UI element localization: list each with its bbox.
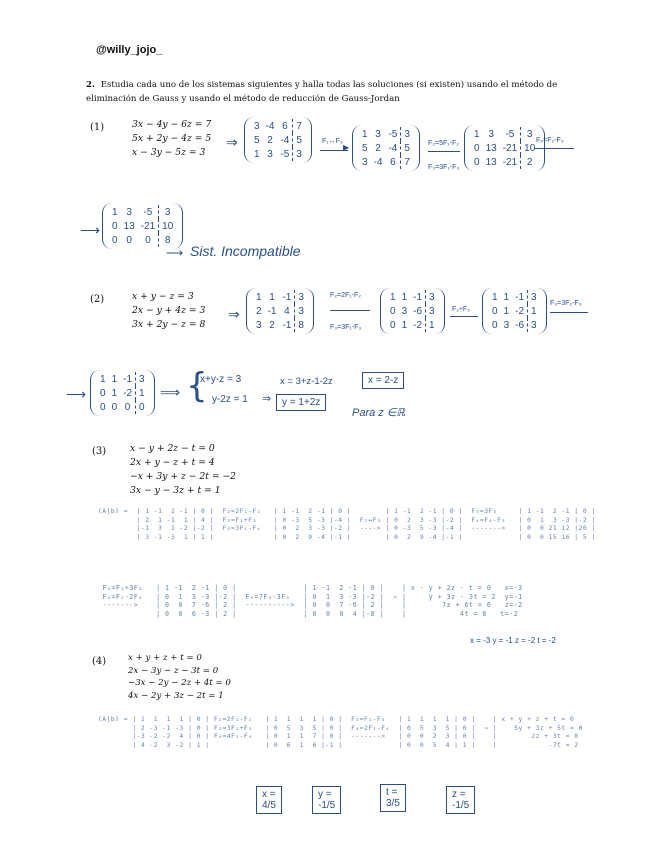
equation: 5x + 2y − 4z = 5 [132,133,212,144]
system-1-label: (1) [90,122,105,133]
matrix-cell: 5 [254,134,260,146]
row-operation: F₃=3F₂-F₃ [550,300,582,307]
answer-x-box: x = 2-z [362,372,404,389]
matrix-cell: 3 [267,148,273,160]
matrix-cell: 3 [254,120,260,132]
matrix-cell: 0 [100,387,106,399]
matrix-cell: 7 [401,155,413,169]
answer-y-box: y = -1/5 [312,786,341,814]
matrix-cell: 3 [528,290,540,304]
equation: 4x − 2y + 3z − 2t = 1 [128,690,224,701]
matrix-cell: -2 [515,305,525,317]
matrix-cell: 2 [269,319,275,331]
answer-t-box: t = 3/5 [380,784,406,812]
equation: x + y + z + t = 0 [128,653,202,663]
matrix-cell: -5 [505,128,515,140]
system-3-reduction-row-1: (A|b) = | 1 -1 2 -1 | 0 | F₂=2F₁-F₂ | 1 -1 2 -1 | 0 | | 1 -1 2 -1 | 0 | F₃=3F₃ | 1 -1 2 -1 | 0 | | 2 1 -1 1 | 4 | F₃=F₁+F₃ | 0 -3 5 -3 |-4 | F₂↔F₃ | 0 2 3 -3 |-2 | F₄=F₄-F₃ | 0 1 3 -3 |-2 | |-1 3 1 -2 |-2 | F₄=3F₁-F₄ | 0 2 3 -3 |-2 | ----> | 0 -3 5 -3 |-4 | -------> | 0 0 21 12 |20 | | 3 -1 -3 1 | 1 | | 0 2 9 -4 |-1 | | 0 2 9 -4 |-1 | | 0 0 15 16 | 5 | [98,508,596,541]
matrix-cell: 2 [267,134,273,146]
arrow-icon: ⟶ [66,386,87,402]
implies-arrow-icon: ⟹ [160,384,181,400]
matrix-cell: -21 [502,156,518,168]
matrix-cell: -4 [373,156,383,168]
arrow-icon: ⟶ [166,246,184,260]
arrow-icon [550,312,588,313]
matrix-cell: 0 [145,234,151,246]
matrix-cell: 0 [474,156,480,168]
matrix-cell: 3 [159,205,177,219]
answer-x-box: x = 4/5 [256,786,282,814]
problem-number: 2. [86,80,95,90]
system-3-solution: x = -3 y = -1 z = -2 t = -2 [470,636,556,645]
matrix-cell: 3 [401,127,413,141]
system-1-result: Sist. Incompatible [190,243,301,259]
matrix-cell: 0 [390,319,396,331]
row-operation: F₂÷F₃ [452,306,470,313]
matrix-cell: 1 [111,373,118,385]
matrix-cell: 10 [521,141,539,155]
arrow-icon [330,310,370,311]
matrix-cell: 3 [293,147,305,161]
arrow-icon [534,148,574,149]
matrix-cell: 6 [390,156,396,168]
matrix-cell: 1 [528,304,540,318]
matrix-s1-2 [352,125,420,171]
matrix-s1-1 [244,117,312,163]
system-3-equations [130,442,236,498]
row-operation: F₃=3F₁-F₃ [428,164,460,171]
brace-icon: { [186,366,208,406]
row-operation: F₁↔F₃ [322,138,343,145]
matrix-cell: 5 [362,142,368,154]
matrix-cell: -21 [502,142,518,154]
matrix-cell: 8 [159,233,177,247]
equation: 2x + y − z + t = 4 [130,457,215,468]
matrix-cell: 1 [269,291,275,303]
matrix-cell: 1 [254,148,260,160]
equation: 2x − 3y − z − 3t = 0 [128,665,219,676]
matrix-cell: 1 [390,291,396,303]
equation: x + y − z = 3 [132,291,194,302]
matrix-cell: 2 [256,305,262,317]
matrix-cell: 0 [126,234,132,246]
matrix-cell: 0 [492,305,498,317]
reduced-equation: y-2z = 1 [212,394,248,405]
matrix-cell: -5 [388,128,398,140]
matrix-cell: 3 [256,319,262,331]
matrix-cell: 1 [503,305,510,317]
matrix-cell: 3 [528,318,540,332]
matrix-s2-4 [90,370,155,416]
system-4-equations [128,652,231,702]
matrix-cell: 5 [293,133,305,147]
matrix-cell: 0 [111,401,118,413]
matrix-cell: -21 [140,220,156,232]
matrix-cell: -6 [413,305,423,317]
matrix-cell: -1 [282,319,292,331]
matrix-cell: 0 [112,220,118,232]
answer-y-box: y = 1+2z [276,394,326,411]
matrix-cell: -6 [515,319,525,331]
problem-text: Estudia cada uno de los sistemas siguientes y halla todas las soluciones (si existen) usando el método de eliminación de Gauss y usando el método de reducción de Gauss-Jordan [86,80,558,104]
matrix-cell: 1 [401,291,408,303]
matrix-cell: 0 [492,319,498,331]
system-3-reduction-row-2: F₃=F₂+3F₃ | 1 -1 2 -1 | 0 | | 1 -1 2 -1 | 0 | | x - y + 2z - t = 0 x=-3 F₄=F₂-2F₄ | 0 1 3 -3 |-2 | F₄=7F₃-3F₄ | 0 1 3 -3 |-2 | ⇒ | y + 3z - 3t = 2 y=-1 -------> | 0 0 7 -6 | 2 | ----------> | 0 0 7 -6 | 2 | | 7z + 6t = 6 z=-2 | 0 0 6 -3 | 2 | | 0 0 0 4 |-8 | | 4t = 8 t=-2 [102,584,523,618]
matrix-s2-3 [482,288,547,334]
matrix-s2-1 [246,288,314,334]
matrix-cell: 1 [426,318,438,332]
matrix-cell: 1 [474,128,480,140]
matrix-s2-2 [380,288,445,334]
equation: 3x + 2y − z = 8 [132,319,206,330]
reduced-equation: x+y-z = 3 [200,374,242,385]
matrix-cell: 8 [295,318,307,332]
system-3-label: (3) [92,446,107,457]
matrix-cell: -4 [265,120,275,132]
matrix-cell: 3 [126,206,132,218]
matrix-cell: 3 [488,128,494,140]
equation: −x + 3y + z − 2t = −2 [130,471,236,482]
row-operation: F₃=F₂-F₃ [536,137,564,144]
equation: 3x − 4y − 6z = 7 [132,119,212,130]
arrow-icon: ⟶ [80,222,101,238]
matrix-cell: 1 [503,291,510,303]
matrix-cell: -1 [282,291,292,303]
system-2-equations [132,290,205,332]
implies-arrow-icon: ⇒ [262,393,272,405]
matrix-cell: 3 [295,290,307,304]
equation: x − y + 2z − t = 0 [130,443,215,454]
matrix-cell: 13 [485,142,497,154]
matrix-cell: 1 [256,291,262,303]
matrix-cell: 6 [282,120,288,132]
matrix-cell: 2 [375,142,381,154]
matrix-cell: -2 [413,319,423,331]
matrix-cell: 3 [401,305,408,317]
matrix-cell: 1 [112,206,118,218]
equation: −3x − 2y − 2z + 4t = 0 [128,678,231,688]
matrix-cell: -1 [267,305,277,317]
matrix-cell: -4 [280,134,290,146]
matrix-cell: 3 [503,319,510,331]
substitution-step: x = 3+z-1-2z [280,376,333,387]
matrix-cell: 4 [284,305,290,317]
arrow-icon [450,316,478,317]
answer-z-box: z = -1/5 [446,786,475,814]
matrix-cell: 3 [136,372,148,386]
matrix-cell: 1 [492,291,498,303]
equation: 3x − y − 3z + t = 1 [130,485,221,496]
matrix-cell: 13 [485,156,497,168]
matrix-cell: 7 [293,119,305,133]
row-operation: F₂=2F₁-F₂ [330,292,361,299]
parameter-note: Para z ∈ℝ [352,407,406,419]
arrow-head-icon: ▶ [343,143,350,152]
matrix-cell: 13 [123,220,135,232]
matrix-cell: 5 [401,141,413,155]
implies-arrow-icon: ⇒ [228,306,240,322]
matrix-cell: -4 [388,142,398,154]
matrix-cell: 3 [426,304,438,318]
matrix-cell: 1 [136,386,148,400]
problem-statement [86,78,606,106]
matrix-cell: 0 [136,400,148,414]
matrix-cell: 2 [521,155,539,169]
matrix-s1-4 [102,203,183,249]
matrix-cell: 0 [124,401,131,413]
matrix-cell: 1 [111,387,118,399]
matrix-cell: 3 [362,156,368,168]
matrix-cell: -5 [143,206,153,218]
matrix-cell: -1 [123,373,133,385]
matrix-cell: 1 [362,128,368,140]
matrix-cell: -1 [413,291,423,303]
matrix-cell: 0 [390,305,396,317]
matrix-cell: 0 [112,234,118,246]
matrix-cell: -5 [280,148,290,160]
system-1-equations [132,118,211,160]
equation: x − 3y − 5z = 3 [132,147,206,158]
equation: 2x − y + 4z = 3 [132,305,206,316]
matrix-cell: -2 [123,387,133,399]
system-4-label: (4) [92,656,107,667]
matrix-cell: 0 [100,401,106,413]
matrix-cell: 0 [474,142,480,154]
author-handle: @willy_jojo_ [96,44,163,56]
matrix-cell: 3 [375,128,381,140]
matrix-cell: 3 [295,304,307,318]
row-operation: F₂=5F₁-F₂ [428,140,459,147]
matrix-cell: 1 [100,373,106,385]
arrow-icon [428,151,460,152]
system-4-reduction-row: (A|b) = | 1 1 1 1 | 0 | F₂=2F₁-F₂ | 1 1 1 1 | 0 | F₃=F₂-F₃ | 1 1 1 1 | 0 | | x + y + z + t = 0 | 2 -3 -1 -3 | 0 | F₃=3F₁+F₃ | 0 5 3 5 | 0 | F₄=2F₂-F₄ | 0 5 3 5 | 0 | ⇒ | 5y + 3z + 5t = 0 |-3 -2 -2 4 | 0 | F₄=4F₁-F₄ | 0 1 1 7 | 0 | -------> | 0 0 2 3 | 0 | | 2z + 3t = 0 | 4 -2 3 -2 | 1 | | 0 6 1 6 |-1 | | 0 0 5 4 | 1 | | -7t = 2 [98,716,583,749]
matrix-cell: 3 [426,290,438,304]
matrix-cell: 3 [521,127,539,141]
matrix-cell: 1 [401,319,408,331]
system-2-label: (2) [90,294,105,305]
matrix-cell: -1 [515,291,525,303]
matrix-cell: 10 [159,219,177,233]
implies-arrow-icon: ⇒ [226,134,238,150]
row-operation: F₃=3F₁-F₃ [330,324,362,331]
